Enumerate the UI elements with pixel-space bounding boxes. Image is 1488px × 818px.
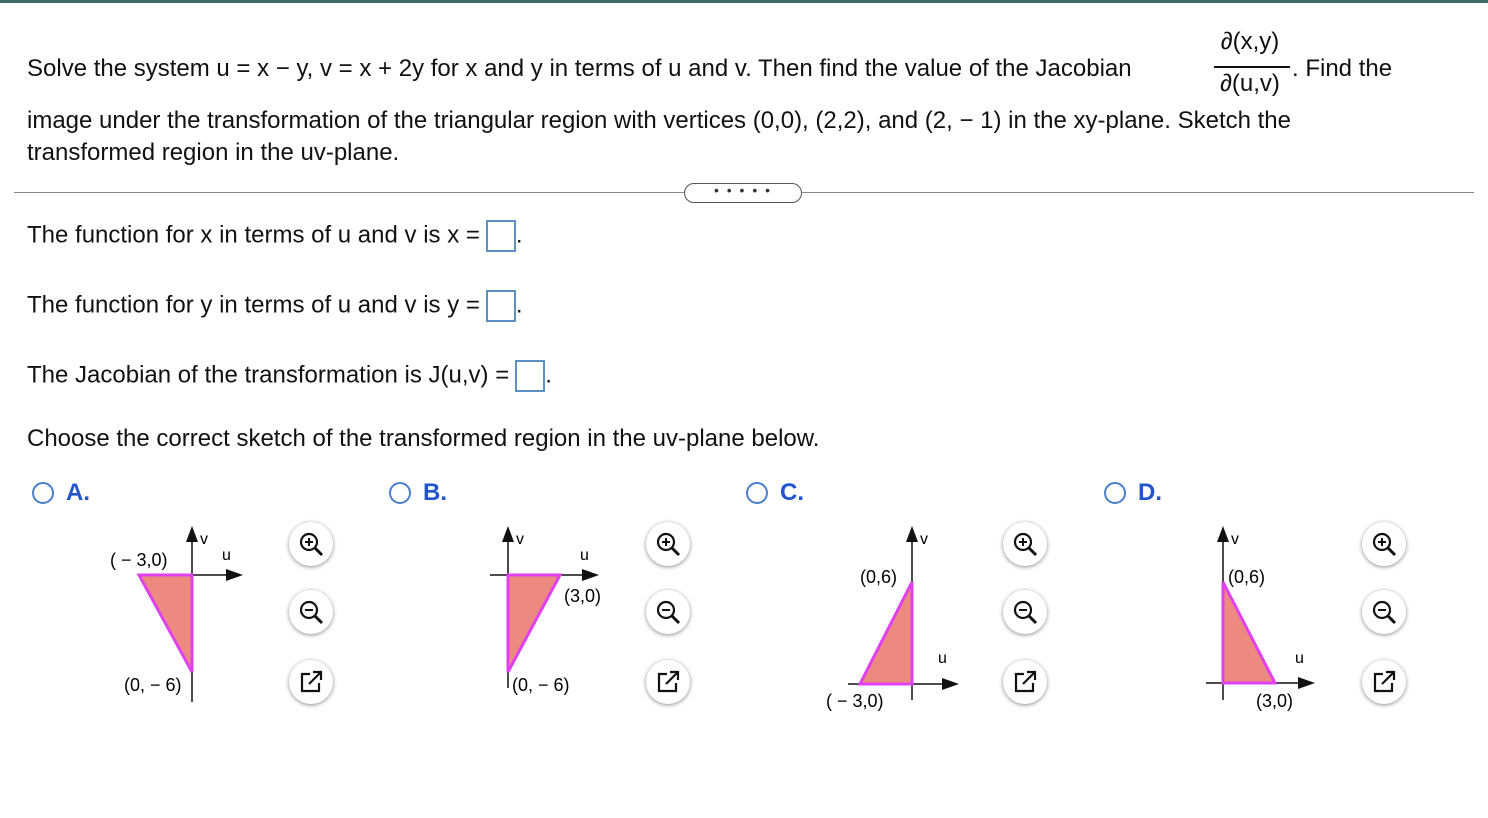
option-c-v-label: v [920,531,928,548]
option-c-point-2: ( − 3,0) [826,691,884,711]
x-answer-line [27,220,523,252]
option-b-radio[interactable] [389,482,411,504]
option-a-label: A. [66,479,90,506]
y-answer-input[interactable] [486,290,516,322]
option-b-open-button[interactable] [646,660,690,704]
question-text-part2: . Find the [1292,55,1393,82]
open-external-icon [298,669,324,695]
option-c-label: C. [780,479,804,506]
zoom-out-icon [297,598,325,626]
option-a-v-arrow [186,526,198,542]
option-d-radio[interactable] [1104,482,1126,504]
zoom-out-icon [654,598,682,626]
option-d-zoom-out-button[interactable] [1362,590,1406,634]
jacobian-answer-period: . [545,361,552,389]
option-a-radio[interactable] [32,482,54,504]
option-b-point-1: (3,0) [564,586,602,606]
option-b-label: B. [423,479,447,506]
option-d-u-label: u [1295,650,1304,667]
option-c[interactable] [746,478,804,508]
option-c-open-button[interactable] [1003,660,1047,704]
question-text-part1: Solve the system u = x − y, v = x + 2y for x and y in terms of u and v. Then find the value of the Jacobian [27,55,1132,82]
option-d-graph [1180,520,1340,720]
option-a-graph [100,520,260,720]
option-d-triangle [1223,582,1275,683]
top-bar [0,0,1488,3]
jacobian-numerator: ∂(x,y) [1220,28,1280,55]
jacobian-answer-prompt: The Jacobian of the transformation is J(u,v) = [27,361,510,389]
choose-prompt: Choose the correct sketch of the transformed region in the uv-plane below. [27,425,820,452]
option-b-zoom-out-button[interactable] [646,590,690,634]
zoom-in-icon [654,530,682,558]
option-a-point-2: (0, − 6) [124,675,182,695]
jacobian-answer-input[interactable] [515,360,545,392]
y-answer-line [27,290,523,322]
option-c-radio[interactable] [746,482,768,504]
option-c-point-1: (0,6) [860,567,898,587]
option-b-point-2: (0, − 6) [512,675,570,695]
option-d-v-arrow [1217,526,1229,542]
option-c-v-arrow [906,526,918,542]
question-text-line2: image under the transformation of the triangular region with vertices (0,0), (2,2), and (2, − 1) in the xy-plane. Sketch the [27,107,1291,134]
question-text-line3: transformed region in the uv-plane. [27,139,400,166]
option-d-u-arrow [1298,677,1315,689]
option-b-v-label: v [516,531,524,548]
option-a-zoom-out-button[interactable] [289,590,333,634]
y-answer-prompt: The function for y in terms of u and v is y = [27,291,480,319]
jacobian-fraction-bar [1214,66,1290,68]
jacobian-answer-line [27,360,552,392]
zoom-in-icon [297,530,325,558]
option-d-v-label: v [1231,531,1239,548]
open-external-icon [1012,669,1038,695]
option-d[interactable] [1104,478,1162,508]
option-c-graph [820,520,980,720]
option-a-zoom-in-button[interactable] [289,522,333,566]
option-c-zoom-out-button[interactable] [1003,590,1047,634]
jacobian-denominator: ∂(u,v) [1220,70,1280,97]
zoom-out-icon [1370,598,1398,626]
option-d-point-1: (0,6) [1228,567,1266,587]
open-external-icon [1371,669,1397,695]
option-b-zoom-in-button[interactable] [646,522,690,566]
option-b-u-label: u [580,547,589,564]
option-d-open-button[interactable] [1362,660,1406,704]
option-b[interactable] [389,478,447,508]
option-a[interactable] [32,478,90,508]
y-answer-period: . [515,291,523,319]
option-c-zoom-in-button[interactable] [1003,522,1047,566]
option-b-graph [460,520,620,720]
option-a-triangle [139,575,192,672]
x-answer-input[interactable] [486,220,516,252]
x-answer-prompt: The function for x in terms of u and v is x = [27,221,480,249]
option-b-v-arrow [502,526,514,542]
zoom-out-icon [1011,598,1039,626]
x-answer-period: . [515,221,523,249]
open-external-icon [655,669,681,695]
option-a-u-label: u [222,547,231,564]
option-d-zoom-in-button[interactable] [1362,522,1406,566]
option-a-open-button[interactable] [289,660,333,704]
option-c-u-arrow [942,678,959,690]
option-d-label: D. [1138,479,1162,506]
option-c-u-label: u [938,650,947,667]
option-a-u-arrow [226,569,243,581]
option-a-point-1: ( − 3,0) [110,550,168,570]
option-b-u-arrow [582,569,599,581]
expand-button[interactable]: • • • • • [684,183,802,203]
option-b-triangle [508,575,560,672]
zoom-in-icon [1011,530,1039,558]
zoom-in-icon [1370,530,1398,558]
option-d-point-2: (3,0) [1256,691,1294,711]
option-c-triangle [860,582,912,684]
option-a-v-label: v [200,531,208,548]
